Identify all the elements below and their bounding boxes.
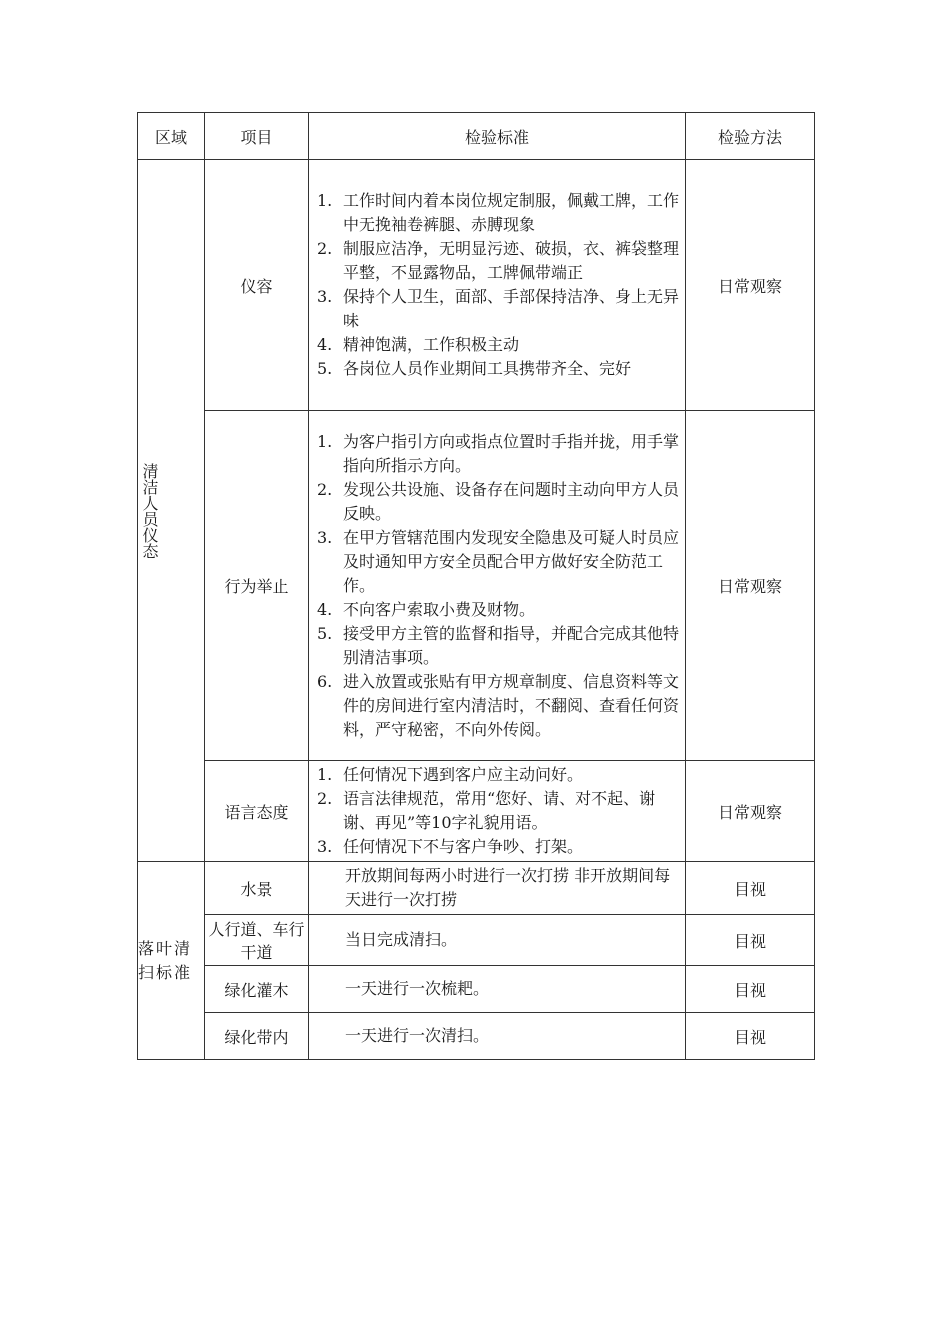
item-cell: 水景 [205, 862, 309, 915]
list-item: 2. 制服应洁净，无明显污迹、破损，衣、裤袋整理平整，不显露物品，工牌佩带端正 [317, 239, 680, 282]
table-row [138, 1013, 815, 1060]
list-item: 3. 任何情况下不与客户争吵、打架。 [317, 837, 584, 856]
table-row [138, 915, 815, 966]
standard-list [309, 187, 685, 383]
list-item: 4. 精神饱满，工作积极主动 [317, 335, 520, 354]
standard-cell [309, 915, 686, 966]
standard-text: 开放期间每两小时进行一次打捞 非开放期间每天进行一次打捞 [345, 866, 671, 909]
item-cell: 绿化带内 [205, 1013, 309, 1060]
list-item: 2. 发现公共设施、设备存在问题时主动向甲方人员反映。 [317, 479, 680, 523]
item-cell: 仪容 [205, 160, 309, 411]
item-cell: 行为举止 [205, 411, 309, 761]
item-cell: 语言态度 [205, 761, 309, 862]
table-row [138, 761, 815, 862]
standard-text: 一天进行一次梳耙。 [345, 979, 490, 998]
standard-cell [309, 160, 686, 411]
method-cell: 目视 [686, 966, 815, 1013]
standard-cell [309, 966, 686, 1013]
table-row [138, 862, 815, 915]
method-cell: 日常观察 [686, 160, 815, 411]
list-item: 5. 接受甲方主管的监督和指导，并配合完成其他特别清洁事项。 [317, 623, 680, 667]
list-item: 1. 任何情况下遇到客户应主动问好。 [317, 765, 584, 784]
standard-cell [309, 862, 686, 915]
method-cell: 目视 [686, 862, 815, 915]
header-standard: 检验标准 [309, 113, 686, 160]
list-item: 1. 工作时间内着本岗位规定制服，佩戴工牌，工作中无挽袖卷裤腿、赤膊现象 [317, 191, 680, 234]
standard-cell [309, 1013, 686, 1060]
standard-cell [309, 761, 686, 862]
item-cell: 绿化灌木 [205, 966, 309, 1013]
header-area: 区域 [138, 113, 205, 160]
standard-text: 当日完成清扫。 [345, 930, 458, 949]
standard-text: 一天进行一次清扫。 [345, 1026, 490, 1045]
method-cell: 日常观察 [686, 411, 815, 761]
header-method: 检验方法 [686, 113, 815, 160]
inspection-standards-table [137, 112, 815, 1060]
item-cell: 人行道、车行干道 [205, 915, 309, 966]
standard-list [309, 428, 685, 744]
method-cell: 日常观察 [686, 761, 815, 862]
table-row [138, 966, 815, 1013]
table-header-row [138, 113, 815, 160]
header-item: 项目 [205, 113, 309, 160]
list-item: 6. 进入放置或张贴有甲方规章制度、信息资料等文件的房间进行室内清洁时，不翻阅、查看任何资料，严守秘密，不向外传阅。 [317, 671, 680, 739]
area-label: 清洁人员仪态 [140, 462, 159, 559]
area-cell-leaf-sweeping: 落叶清扫标准 [138, 862, 205, 1060]
method-cell: 目视 [686, 1013, 815, 1060]
method-cell: 目视 [686, 915, 815, 966]
table-row [138, 411, 815, 761]
list-item: 3. 保持个人卫生，面部、手部保持洁净、身上无异味 [317, 287, 680, 330]
area-cell-cleaning-staff [138, 160, 205, 862]
standard-cell [309, 411, 686, 761]
list-item: 3. 在甲方管辖范围内发现安全隐患及可疑人时员应及时通知甲方安全员配合甲方做好安全防范工作。 [317, 527, 680, 595]
standard-list [309, 761, 685, 861]
list-item: 2. 语言法律规范，常用“您好、请、对不起、谢谢、再见”等10字礼貌用语。 [317, 789, 656, 832]
table-row [138, 160, 815, 411]
list-item: 4. 不向客户索取小费及财物。 [317, 599, 536, 619]
list-item: 1. 为客户指引方向或指点位置时手指并拢，用手掌指向所指示方向。 [317, 431, 680, 475]
list-item: 5. 各岗位人员作业期间工具携带齐全、完好 [317, 359, 632, 378]
